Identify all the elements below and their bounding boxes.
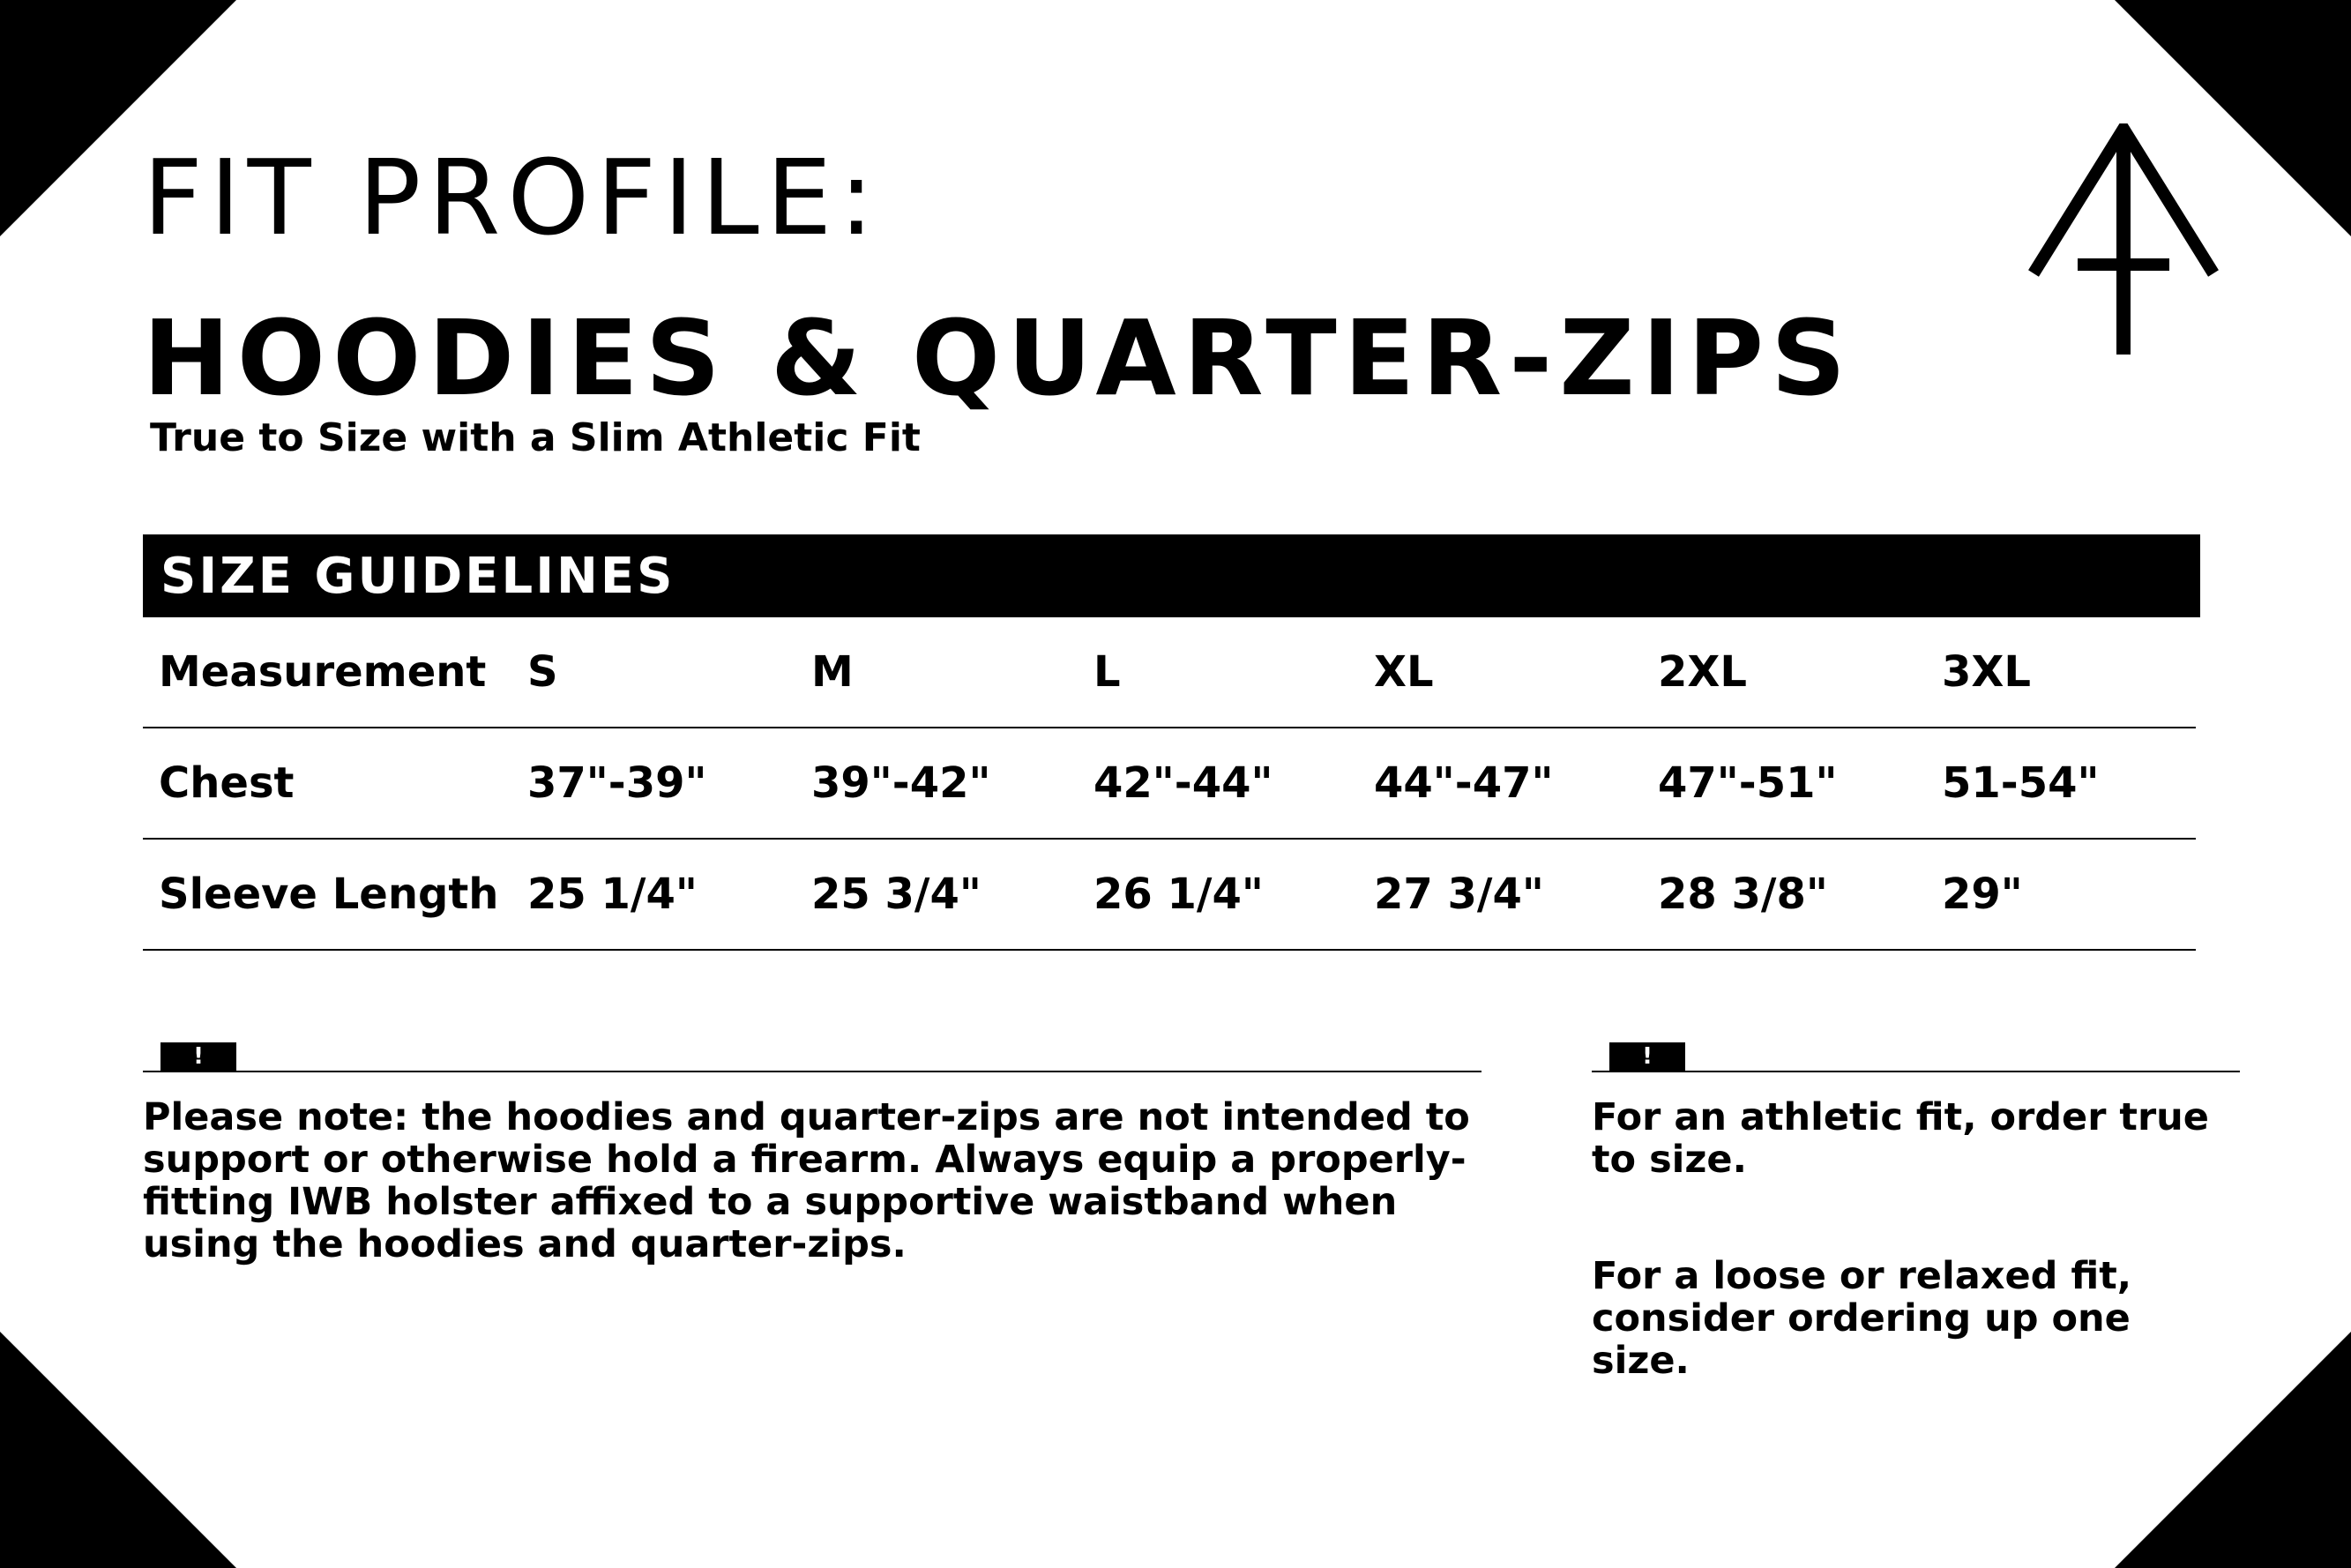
- table-cell: 26 1/4": [1093, 839, 1374, 950]
- table-cell: 25 3/4": [811, 839, 1093, 950]
- column-header-size: S: [527, 617, 811, 728]
- row-label: Sleeve Length: [143, 839, 527, 950]
- table-cell: 47"-51": [1658, 728, 1942, 839]
- table-row-chest: [143, 728, 2196, 839]
- column-header-measurement: Measurement: [143, 617, 527, 728]
- table-cell: 42"-44": [1093, 728, 1374, 839]
- page-title: FIT PROFILE:: [143, 137, 882, 258]
- column-header-size: 2XL: [1658, 617, 1942, 728]
- column-header-size: L: [1093, 617, 1374, 728]
- exclamation-icon: !: [160, 1042, 236, 1071]
- column-header-size: 3XL: [1942, 617, 2196, 728]
- fit-tip-relaxed: For a loose or relaxed fit, consider ordering up one size.: [1592, 1254, 2132, 1383]
- note-divider: [143, 1071, 1482, 1072]
- size-guidelines-title: SIZE GUIDELINES: [160, 548, 675, 605]
- table-cell: 27 3/4": [1374, 839, 1658, 950]
- table-cell: 28 3/8": [1658, 839, 1942, 950]
- product-title: HOODIES & QUARTER-ZIPS: [143, 297, 1854, 419]
- fit-tip-note: [1592, 1042, 2240, 1383]
- table-cell: 29": [1942, 839, 2196, 950]
- size-guidelines-header: [143, 534, 2200, 617]
- table-cell: 44"-47": [1374, 728, 1658, 839]
- table-cell: 25 1/4": [527, 839, 811, 950]
- row-label: Chest: [143, 728, 527, 839]
- fit-tip-athletic: For an athletic fit, order true to size.: [1592, 1095, 2209, 1182]
- table-cell: 37"-39": [527, 728, 811, 839]
- table-header-row: [143, 617, 2196, 728]
- corner-triangle-bottom-left: [0, 1332, 236, 1568]
- fit-subtitle: True to Size with a Slim Athletic Fit: [150, 415, 921, 460]
- note-divider: [1592, 1071, 2240, 1072]
- table-row-sleeve-length: [143, 839, 2196, 950]
- arrow-tree-logo-icon: [2026, 123, 2220, 358]
- firearm-warning-note: [143, 1042, 1482, 1289]
- exclamation-icon: !: [1609, 1042, 1685, 1071]
- table-cell: 39"-42": [811, 728, 1093, 839]
- warning-text: Please note: the hoodies and quarter-zips are not intended to support or otherwise hold a firearm. Always equip a properly-fitting IWB holster affixed to a supportive waistband when using the hoodies and quarter-zips.: [143, 1095, 1470, 1266]
- table-cell: 51-54": [1942, 728, 2196, 839]
- column-header-size: M: [811, 617, 1093, 728]
- size-table: [143, 617, 2196, 951]
- column-header-size: XL: [1374, 617, 1658, 728]
